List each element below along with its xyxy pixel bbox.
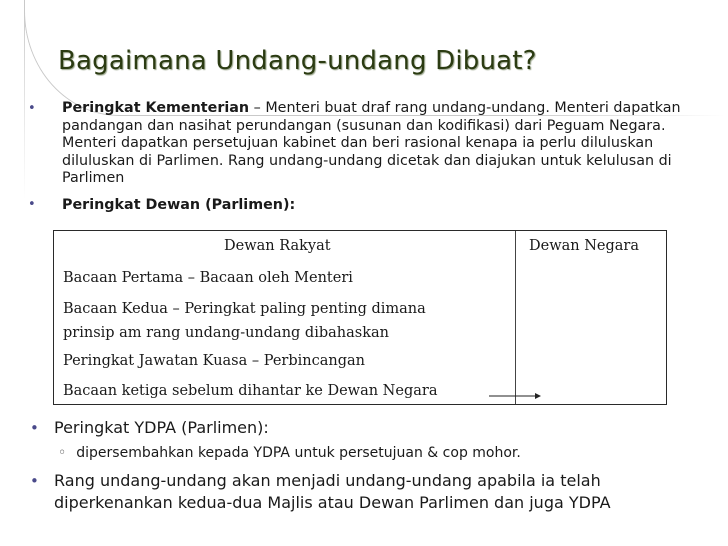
sub-bullet-ydpa (58, 444, 521, 462)
header-dewan-negara: Dewan Negara (529, 238, 639, 254)
bullet-conclusion (30, 470, 710, 514)
sub-bullet-icon: ◦ (58, 445, 67, 461)
bullet-text: Rang undang-undang akan menjadi undang-undang apabila ia telah diperkenankan kedua-dua Majlis atau Dewan Parlimen dan juga YDPA (54, 471, 611, 512)
bullet-icon: • (28, 197, 36, 212)
table-row: Bacaan Pertama – Bacaan oleh Menteri (63, 270, 353, 286)
slide-title: Bagaimana Undang-undang Dibuat? (58, 46, 537, 76)
process-table (53, 230, 667, 405)
header-dewan-rakyat: Dewan Rakyat (224, 238, 331, 254)
table-row: prinsip am rang undang-undang dibahaskan (63, 325, 389, 341)
bullet-body: – Menteri buat draf rang undang-undang. Menteri dapatkan pandangan dan nasihat perundangan (susunan dan kodifikasi) dari Peguam Negara. Menteri dapatkan persetujuan kabinet dan beri rasional kenapa ia perlu diluluskan diluluskan di Parlimen. Rang undang-undang dicetak dan diajukan untuk kelulusan di Parlimen (62, 100, 681, 186)
bullet-kementerian (28, 100, 698, 188)
bullet-bold-label: Peringkat Dewan (Parlimen): (62, 197, 296, 213)
table-row: Peringkat Jawatan Kuasa – Perbincangan (63, 353, 365, 369)
bullet-dewan (28, 196, 296, 214)
arrow-right-icon (489, 391, 541, 401)
sub-bullet-text: dipersembahkan kepada YDPA untuk persetujuan & cop mohor. (76, 445, 521, 461)
bullet-icon: • (30, 472, 39, 490)
bullet-text (38, 100, 698, 188)
bullet-ydpa (30, 418, 269, 438)
bullet-icon: • (28, 101, 36, 116)
bullet-bold-label: Peringkat Kementerian (62, 100, 250, 116)
bullet-text: Peringkat YDPA (Parlimen): (54, 418, 269, 437)
table-row: Bacaan ketiga sebelum dihantar ke Dewan Negara (63, 383, 438, 399)
bullet-icon: • (30, 419, 39, 437)
column-divider (515, 231, 516, 404)
table-row: Bacaan Kedua – Peringkat paling penting dimana (63, 301, 426, 317)
